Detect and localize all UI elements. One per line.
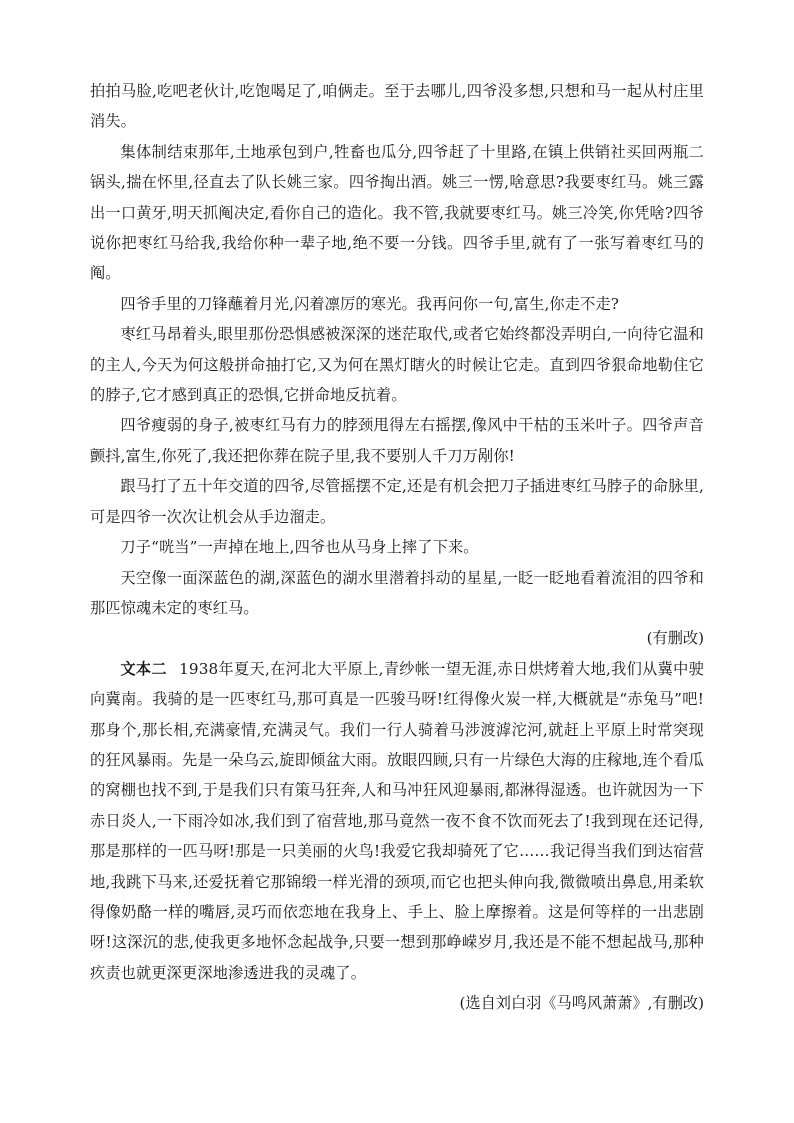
text-one-paragraph: 刀子“咣当”一声掉在地上,四爷也从马身上摔了下来。 [120, 538, 479, 557]
text-two-paragraph [90, 654, 704, 988]
text-one-paragraph: 天空像一面深蓝色的湖,深蓝色的湖水里潜着抖动的星星,一眨一眨地看着流泪的四爷和那匹惊魂未定的枣红马。 [90, 568, 704, 617]
text-one-paragraph: 四爷瘦弱的身子,被枣红马有力的脖颈甩得左右摇摆,像风中干枯的玉米叶子。四爷声音颤抖,富生,你死了,我还把你葬在院子里,我不要别人千刀万剐你! [90, 416, 704, 465]
text-one-paragraph: 集体制结束那年,土地承包到户,牲畜也瓜分,四爷赶了十里路,在镇上供销社买回两瓶二锅头,揣在怀里,径直去了队长姚三家。四爷掏出酒。姚三一愣,啥意思?我要枣红马。姚三露出一口黄牙,明天抓阄决定,看你自己的造化。我不管,我就要枣红马。姚三冷笑,你凭啥?四爷说你把枣红马给我,我给你种一辈子地,绝不要一分钱。四爷手里,就有了一张写着枣红马的阄。 [90, 142, 704, 283]
text-two-label: 文本二 [120, 659, 167, 678]
text-one-source-note: (有删改) [646, 629, 704, 648]
text-one-paragraph: 四爷手里的刀锋蘸着月光,闪着凛厉的寒光。我再问你一句,富生,你走不走? [120, 294, 620, 313]
text-two-source-note: (选自刘白羽《马鸣风萧萧》,有删改) [459, 994, 704, 1013]
text-one-paragraph: 拍拍马脸,吃吧老伙计,吃饱喝足了,咱俩走。至于去哪儿,四爷没多想,只想和马一起从村庄里消失。 [90, 82, 704, 131]
text-two-body: 1938年夏天,在河北大平原上,青纱帐一望无涯,赤日烘烤着大地,我们从冀中驶向冀南。我骑的是一匹枣红马,那可真是一匹骏马呀!红得像火炭一样,大概就是“赤兔马”吧!那身个,那长相,充满豪情,充满灵气。我们一行人骑着马涉渡滹沱河,就赶上平原上时常突现的狂风暴雨。先是一朵乌云,旋即倾盆大雨。放眼四顾,只有一片绿色大海的庄稼地,连个看瓜的窝棚也找不到,于是我们只有策马狂奔,人和马冲狂风迎暴雨,都淋得湿透。也许就因为一下赤日炎人,一下雨冷如冰,我们到了宿营地,那马竟然一夜不食不饮而死去了!我到现在还记得,那是那样的一匹马呀!那是一只美丽的火鸟!我爱它我却骑死了它……我记得当我们到达宿营地,我跳下马来,还爱抚着它那锦缎一样光滑的颈项,而它也把头伸向我,微微喷出鼻息,用柔软得像奶酪一样的嘴唇,灵巧而依恋地在我身上、手上、脸上摩擦着。这是何等样的一出悲剧呀!这深沉的悲,使我更多地怀念起战争,只要一想到那峥嵘岁月,我还是不能不想起战马,那种疚责也就更深更深地渗透进我的灵魂了。 [90, 659, 704, 982]
text-one-paragraph: 跟马打了五十年交道的四爷,尽管摇摆不定,还是有机会把刀子插进枣红马脖子的命脉里,可是四爷一次次让机会从手边溜走。 [90, 477, 704, 526]
text-one-paragraph: 枣红马昂着头,眼里那份恐惧感被深深的迷茫取代,或者它始终都没弄明白,一向待它温和的主人,今天为何这般拼命抽打它,又为何在黑灯瞎火的时候让它走。直到四爷狠命地勒住它的脖子,它才感到真正的恐惧,它拼命地反抗着。 [90, 325, 704, 405]
document-page [90, 76, 704, 1019]
